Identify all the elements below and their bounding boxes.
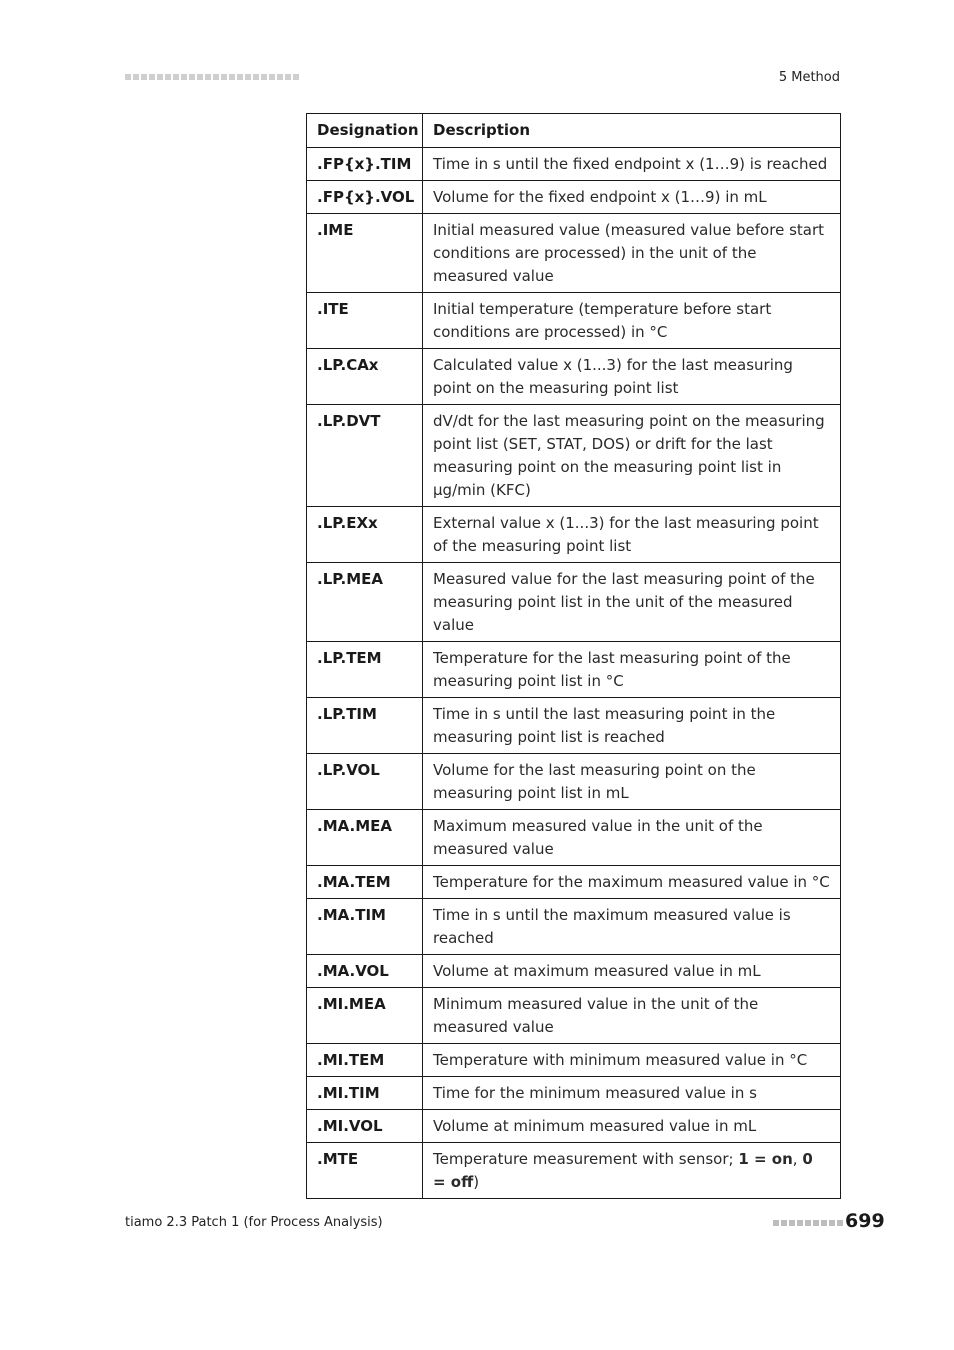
- description-cell: Maximum measured value in the unit of the measured value: [423, 810, 841, 866]
- variables-table: [306, 113, 841, 1199]
- table-row: [307, 181, 841, 214]
- description-cell: Volume for the last measuring point on the measuring point list in mL: [423, 754, 841, 810]
- table-row: [307, 754, 841, 810]
- designation-cell: .MTE: [307, 1143, 423, 1199]
- description-part: Temperature measurement with sensor;: [433, 1150, 739, 1168]
- column-header-description: Description: [423, 114, 841, 148]
- designation-cell: .MA.VOL: [307, 955, 423, 988]
- table-row: [307, 988, 841, 1044]
- designation-cell: .LP.TIM: [307, 698, 423, 754]
- table-row: [307, 405, 841, 507]
- designation-cell: .MI.VOL: [307, 1110, 423, 1143]
- designation-cell: .MI.TIM: [307, 1077, 423, 1110]
- footer-decoration: [773, 1220, 843, 1226]
- designation-cell: .MI.MEA: [307, 988, 423, 1044]
- description-cell: Volume at maximum measured value in mL: [423, 955, 841, 988]
- column-header-designation: Designation: [307, 114, 423, 148]
- table-row: [307, 1110, 841, 1143]
- description-part: 1 = on: [738, 1150, 793, 1168]
- description-cell: Calculated value x (1...3) for the last measuring point on the measuring point list: [423, 349, 841, 405]
- section-title: 5 Method: [778, 70, 840, 85]
- table-row: [307, 1077, 841, 1110]
- description-cell: Volume at minimum measured value in mL: [423, 1110, 841, 1143]
- description-cell: [423, 1143, 841, 1199]
- table-row: [307, 698, 841, 754]
- designation-cell: .LP.DVT: [307, 405, 423, 507]
- description-cell: Time in s until the last measuring point in the measuring point list is reached: [423, 698, 841, 754]
- description-cell: Initial temperature (temperature before start conditions are processed) in °C: [423, 293, 841, 349]
- description-cell: Volume for the fixed endpoint x (1…9) in mL: [423, 181, 841, 214]
- table-row: [307, 563, 841, 642]
- table-row: [307, 349, 841, 405]
- table-row: [307, 899, 841, 955]
- footer-product: tiamo 2.3 Patch 1 (for Process Analysis): [125, 1215, 383, 1230]
- description-cell: Time in s until the fixed endpoint x (1…9) is reached: [423, 148, 841, 181]
- designation-cell: .ITE: [307, 293, 423, 349]
- description-cell: Measured value for the last measuring point of the measuring point list in the unit of the measured value: [423, 563, 841, 642]
- table-row: [307, 1044, 841, 1077]
- description-part: ): [473, 1173, 480, 1191]
- table-row: [307, 507, 841, 563]
- designation-cell: .LP.VOL: [307, 754, 423, 810]
- description-cell: Time for the minimum measured value in s: [423, 1077, 841, 1110]
- table-row: [307, 148, 841, 181]
- description-cell: Temperature for the maximum measured value in °C: [423, 866, 841, 899]
- description-cell: Temperature for the last measuring point of the measuring point list in °C: [423, 642, 841, 698]
- table-row: [307, 1143, 841, 1199]
- designation-cell: .MI.TEM: [307, 1044, 423, 1077]
- description-cell: Time in s until the maximum measured value is reached: [423, 899, 841, 955]
- description-cell: Temperature with minimum measured value in °C: [423, 1044, 841, 1077]
- table-row: [307, 866, 841, 899]
- designation-cell: .LP.CAx: [307, 349, 423, 405]
- description-cell: dV/dt for the last measuring point on the measuring point list (SET, STAT, DOS) or drift for the last measuring point on the measuring point list in µg/min (KFC): [423, 405, 841, 507]
- description-cell: Initial measured value (measured value before start conditions are processed) in the unit of the measured value: [423, 214, 841, 293]
- description-cell: Minimum measured value in the unit of the measured value: [423, 988, 841, 1044]
- description-cell: External value x (1...3) for the last measuring point of the measuring point list: [423, 507, 841, 563]
- designation-cell: .MA.MEA: [307, 810, 423, 866]
- header-decoration: [125, 74, 299, 82]
- designation-cell: .FP{x}.TIM: [307, 148, 423, 181]
- designation-cell: .IME: [307, 214, 423, 293]
- designation-cell: .MA.TIM: [307, 899, 423, 955]
- designation-cell: .FP{x}.VOL: [307, 181, 423, 214]
- description-part: ,: [792, 1150, 803, 1168]
- designation-cell: .MA.TEM: [307, 866, 423, 899]
- table-body: [307, 148, 841, 1199]
- designation-cell: .LP.MEA: [307, 563, 423, 642]
- table-row: [307, 214, 841, 293]
- page-number: 699: [845, 1210, 885, 1232]
- table-header-row: [307, 114, 841, 148]
- table-row: [307, 955, 841, 988]
- designation-cell: .LP.EXx: [307, 507, 423, 563]
- description-part: 0 = off: [433, 1150, 813, 1191]
- table-row: [307, 810, 841, 866]
- designation-cell: .LP.TEM: [307, 642, 423, 698]
- table-row: [307, 293, 841, 349]
- table-row: [307, 642, 841, 698]
